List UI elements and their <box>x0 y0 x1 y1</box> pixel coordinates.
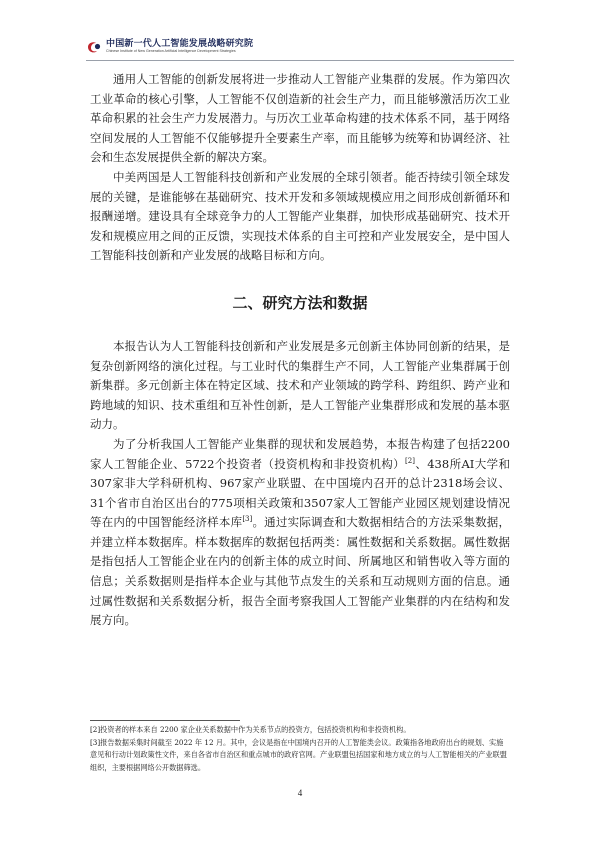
paragraph-2: 中美两国是人工智能科技创新和产业发展的全球引领者。能否持续引领全球发展的关键，是谁能够在基础研究、技术开发和多领域规模应用之间形成创新循环和报酬递增。建设具有全球竞争力的人工智能产业集群，加快形成基础研究、技术开发和规模应用之间的正反馈，实现技术体系的自主可控和产业发展安全，是中国人工智能科技创新和产业发展的战略目标和方向。 <box>90 169 510 263</box>
footnote-2: [2]投资者的样本来自 2200 家企业关系数据中作为关系节点的投资方，包括投资机构和非投资机构。 <box>90 725 411 734</box>
paragraph-4-part-a: 为了分析我国人工智能产业集群的现状和发展趋势，本报告构建了包括2200家人工智能企业、5722个投资者（投资机构和非投资机构） <box>90 436 510 471</box>
paragraph-4 <box>90 435 510 631</box>
section-heading: 二、研究方法和数据 <box>232 293 368 312</box>
paragraph-4-part-b: 、438所AI大学和307家非大学科研机构、967家产业联盟、在中国境内召开的总计2318场会议、31个省市自治区出台的775项相关政策和3507家人工智能产业园区规划建设情况等在内的中国智能经济样本库 <box>90 456 510 530</box>
footnote-ref-2[interactable]: [2] <box>405 456 415 465</box>
main-content <box>90 70 510 631</box>
paragraph-3: 本报告认为人工智能科技创新和产业发展是多元创新主体协同创新的结果，是复杂创新网络的演化过程。与工业时代的集群生产不同，人工智能产业集群属于创新集群。多元创新主体在特定区域、技术和产业领域的跨学科、跨组织、跨产业和跨地域的知识、技术重组和互补性创新，是人工智能产业集群形成和发展的基本驱动力。 <box>90 338 510 432</box>
page-number: 4 <box>297 788 303 798</box>
header-title: 中国新一代人工智能发展战略研究院 <box>106 39 254 50</box>
institute-logo-icon <box>86 40 102 54</box>
footnote-divider <box>90 720 240 721</box>
header-subtitle: Chinese Institute of New Generation Artificial Intelligence Development Strategies <box>106 49 236 54</box>
footnote-3: [3]报告数据采集时间截至 2022 年 12 月。其中，会议是指在中国境内召开的人工智能类会议。政策指各地政府出台的规划、实施意见和行动计划政策性文件，来自各省市自治区和重点城市的政府官网。产业联盟包括国家和地方成立的与人工智能相关的产业联盟组织，主要根据网络公开数据筛选。 <box>90 737 507 772</box>
header-divider <box>86 60 514 61</box>
footnotes <box>90 724 510 774</box>
paragraph-4-part-c: 。通过实际调查和大数据相结合的方法采集数据，并建立样本数据库。样本数据库的数据包括两类：属性数据和关系数据。属性数据是指包括人工智能企业在内的创新主体的成立时间、所属地区和销售收入等方面的信息；关系数据则是指样本企业与其他节点发生的关系和互动规则方面的信息。通过属性数据和关系数据分析，报告全面考察我国人工智能产业集群的内在结构和发展方向。 <box>90 515 511 628</box>
footnote-ref-3[interactable]: [3] <box>242 515 253 524</box>
paragraph-1: 通用人工智能的创新发展将进一步推动人工智能产业集群的发展。作为第四次工业革命的核心引擎，人工智能不仅创造新的社会生产力，而且能够激活历次工业革命积累的社会生产力发展潜力。与历次工业革命构建的技术体系不同，基于网络空间发展的人工智能不仅能够提升全要素生产率，而且能够为统筹和协调经济、社会和生态发展提供全新的解决方案。 <box>90 72 510 165</box>
page-header <box>86 40 253 54</box>
